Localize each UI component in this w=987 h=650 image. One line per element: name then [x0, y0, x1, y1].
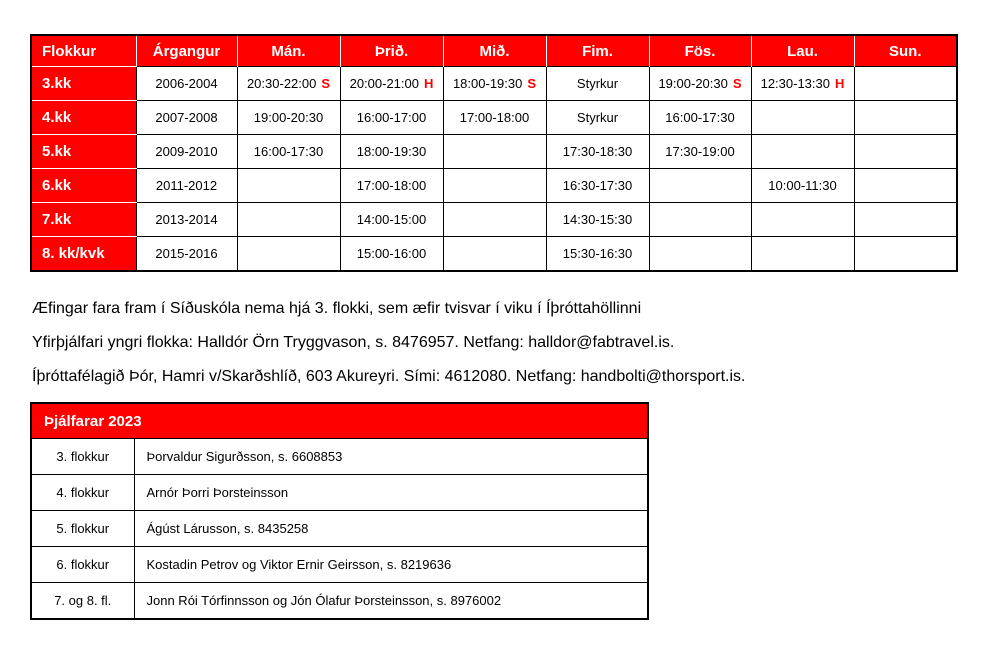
time-text: 17:00-18:00 [459, 110, 530, 125]
group-cell: 8. kk/kvk [31, 237, 136, 272]
time-text: 18:00-19:30 [452, 76, 523, 91]
info-line-location: Æfingar fara fram í Síðuskóla nema hjá 3. flokki, sem æfir tvisvar í viku í Íþróttahöllinni [32, 300, 642, 317]
location-marker: S [732, 76, 742, 91]
thursday-cell [546, 101, 649, 135]
sunday-cell [854, 237, 957, 272]
tuesday-cell [340, 135, 443, 169]
saturday-cell [751, 135, 854, 169]
time-text: 20:00-21:00 [349, 76, 419, 91]
group-cell: 4.kk [31, 101, 136, 135]
sunday-cell [854, 135, 957, 169]
thursday-cell [546, 135, 649, 169]
coaches-body [31, 439, 648, 620]
thursday-cell [546, 237, 649, 272]
friday-cell [649, 135, 751, 169]
saturday-cell [751, 237, 854, 272]
time-text: 16:00-17:30 [665, 110, 735, 125]
sunday-cell [854, 101, 957, 135]
header-argangur: Árgangur [136, 35, 237, 67]
monday-cell [237, 169, 340, 203]
time-text: 15:00-16:00 [356, 246, 427, 261]
time-text: 15:30-16:30 [562, 246, 633, 261]
time-text: 19:00-20:30 [658, 76, 728, 91]
year-cell: 2006-2004 [136, 67, 237, 101]
table-row [31, 237, 957, 272]
monday-cell [237, 237, 340, 272]
year-cell: 2015-2016 [136, 237, 237, 272]
table-row [31, 583, 648, 620]
year-cell: 2007-2008 [136, 101, 237, 135]
time-text: 14:30-15:30 [562, 212, 633, 227]
coach-level-cell: 6. flokkur [31, 547, 134, 583]
saturday-cell [751, 169, 854, 203]
coaches-title: Þjálfarar 2023 [31, 403, 648, 439]
tuesday-cell [340, 101, 443, 135]
group-cell: 7.kk [31, 203, 136, 237]
year-cell: 2013-2014 [136, 203, 237, 237]
thursday-cell [546, 67, 649, 101]
thursday-cell [546, 169, 649, 203]
coach-name-cell: Kostadin Petrov og Viktor Ernir Geirsson, s. 8219636 [134, 547, 648, 583]
schedule-header-row [31, 35, 957, 67]
thursday-cell [546, 203, 649, 237]
table-row [31, 169, 957, 203]
friday-cell [649, 203, 751, 237]
group-cell: 6.kk [31, 169, 136, 203]
coach-name-cell: Þorvaldur Sigurðsson, s. 6608853 [134, 439, 648, 475]
coach-level-cell: 7. og 8. fl. [31, 583, 134, 620]
wednesday-cell [443, 203, 546, 237]
time-text: Styrkur [576, 76, 619, 91]
friday-cell [649, 67, 751, 101]
time-text: 17:00-18:00 [356, 178, 427, 193]
tuesday-cell [340, 203, 443, 237]
monday-cell [237, 135, 340, 169]
friday-cell [649, 237, 751, 272]
header-wednesday: Mið. [443, 35, 546, 67]
saturday-cell [751, 203, 854, 237]
coach-level-cell: 5. flokkur [31, 511, 134, 547]
coach-name-cell: Jonn Rói Tórfinnsson og Jón Ólafur Þorsteinsson, s. 8976002 [134, 583, 648, 620]
table-row [31, 475, 648, 511]
sunday-cell [854, 67, 957, 101]
friday-cell [649, 101, 751, 135]
header-thursday: Fim. [546, 35, 649, 67]
coach-name-cell: Arnór Þorri Þorsteinsson [134, 475, 648, 511]
time-text: 17:30-19:00 [665, 144, 735, 159]
header-monday: Mán. [237, 35, 340, 67]
location-marker: S [321, 76, 331, 91]
location-marker: S [527, 76, 537, 91]
coach-level-cell: 3. flokkur [31, 439, 134, 475]
saturday-cell [751, 67, 854, 101]
group-cell: 5.kk [31, 135, 136, 169]
tuesday-cell [340, 237, 443, 272]
time-text: Styrkur [576, 110, 619, 125]
time-text: 16:00-17:00 [356, 110, 427, 125]
table-row [31, 547, 648, 583]
wednesday-cell [443, 67, 546, 101]
table-row [31, 135, 957, 169]
location-marker: H [835, 76, 845, 91]
coach-name-cell: Ágúst Lárusson, s. 8435258 [134, 511, 648, 547]
time-text: 20:30-22:00 [246, 76, 317, 91]
coaches-header-row [31, 403, 648, 439]
wednesday-cell [443, 101, 546, 135]
header-tuesday: Þrið. [340, 35, 443, 67]
monday-cell [237, 67, 340, 101]
time-text: 14:00-15:00 [356, 212, 427, 227]
time-text: 17:30-18:30 [562, 144, 633, 159]
header-sunday: Sun. [854, 35, 957, 67]
time-text: 18:00-19:30 [356, 144, 427, 159]
group-cell: 3.kk [31, 67, 136, 101]
header-flokkur: Flokkur [31, 35, 136, 67]
time-text: 12:30-13:30 [760, 76, 830, 91]
coach-level-cell: 4. flokkur [31, 475, 134, 511]
year-cell: 2011-2012 [136, 169, 237, 203]
sunday-cell [854, 203, 957, 237]
sunday-cell [854, 169, 957, 203]
schedule-body [31, 67, 957, 272]
training-schedule-table [30, 34, 958, 272]
table-row [31, 439, 648, 475]
wednesday-cell [443, 135, 546, 169]
wednesday-cell [443, 169, 546, 203]
coaches-table [30, 402, 649, 620]
table-row [31, 101, 957, 135]
monday-cell [237, 101, 340, 135]
header-saturday: Lau. [751, 35, 854, 67]
info-line-head-coach: Yfirþjálfari yngri flokka: Halldór Örn Tryggvason, s. 8476957. Netfang: halldor@fabtravel.is. [32, 334, 675, 351]
time-text: 19:00-20:30 [253, 110, 324, 125]
table-row [31, 511, 648, 547]
table-row [31, 203, 957, 237]
friday-cell [649, 169, 751, 203]
time-text: 10:00-11:30 [768, 178, 837, 193]
tuesday-cell [340, 169, 443, 203]
time-text: 16:30-17:30 [562, 178, 633, 193]
location-marker: H [424, 76, 434, 91]
tuesday-cell [340, 67, 443, 101]
table-row [31, 67, 957, 101]
monday-cell [237, 203, 340, 237]
header-friday: Fös. [649, 35, 751, 67]
saturday-cell [751, 101, 854, 135]
year-cell: 2009-2010 [136, 135, 237, 169]
wednesday-cell [443, 237, 546, 272]
time-text: 16:00-17:30 [253, 144, 324, 159]
info-line-club-address: Íþróttafélagið Þór, Hamri v/Skarðshlíð, 603 Akureyri. Sími: 4612080. Netfang: handbolti@thorsport.is. [32, 368, 746, 385]
